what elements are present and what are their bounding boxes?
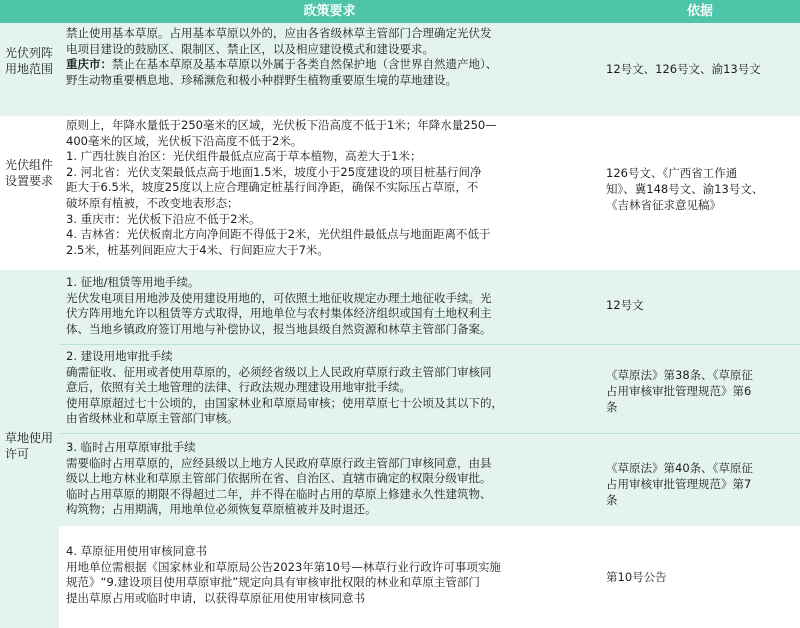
- policy-text: [66, 275, 596, 337]
- basis-text: [606, 165, 796, 213]
- category-cell: [0, 270, 60, 628]
- header-basis: 依据: [686, 4, 713, 19]
- category-cell: [0, 23, 60, 116]
- basis-line: 条: [606, 400, 618, 414]
- basis-text: [606, 297, 796, 313]
- text-line: 确需征收、征用或者使用草原的，必须经省级以上人民政府草原行政主管部门审核同: [66, 364, 492, 379]
- text-line: 3. 临时占用草原审批手续: [66, 440, 196, 454]
- table-row: [59, 527, 800, 628]
- table-header: [0, 0, 800, 23]
- table-row: [59, 23, 800, 116]
- table-row: [59, 434, 800, 526]
- table-row: [59, 345, 800, 433]
- text-line: 需要临时占用草原的，应经县级以上地方人民政府草原行政主管部门审核同意，由县: [66, 455, 492, 470]
- text-line: 规范》“9.建设项目使用草原审批”规定向具有审核审批权限的林业和草原主管部门: [66, 575, 480, 590]
- bold-prefix: 重庆市：: [66, 57, 112, 72]
- table-row: [59, 117, 800, 269]
- text-line: 破坏原有植被，不改变地表形态；: [66, 195, 239, 210]
- basis-text: [606, 367, 796, 415]
- text-line: 4. 草原征用使用审核同意书: [66, 544, 208, 558]
- text-line: 4. 吉林省：光伏板南北方向净间距不得低于2米，光伏组件最低点与地面距离不低于: [66, 227, 491, 242]
- basis-line: 126号文、《广西省工作通: [606, 166, 738, 180]
- basis-line: 12号文: [606, 298, 644, 312]
- text-line: 用地单位需根据《国家林业和草原局公告2023年第10号—林草行业行政许可事项实施: [66, 559, 501, 574]
- basis-line: 知》、冀148号文、渝13号文、: [606, 182, 764, 196]
- text-line: 3. 重庆市：光伏板下沿应不低于2米。: [66, 211, 261, 226]
- text-line: 体、当地乡镇政府签订用地与补偿协议，报当地县级自然资源和林草主管部门备案。: [66, 321, 492, 336]
- policy-text: [66, 544, 596, 606]
- text-line: 1. 广西壮族自治区：光伏组件最低点应高于草本植物，高差大于1米；: [66, 149, 422, 164]
- basis-line: 12号文、126号文、渝13号文: [606, 62, 761, 76]
- text-line: [66, 57, 596, 73]
- policy-text: [66, 349, 596, 427]
- text-line: 2. 建设用地审批手续: [66, 349, 173, 363]
- header-category: [0, 0, 59, 23]
- text-line: 400毫米的区域，光伏板下沿高度不低于2米。: [66, 133, 303, 148]
- basis-text: [606, 460, 796, 508]
- basis-line: 《草原法》第38条、《草原征: [606, 368, 753, 382]
- text-line: 由省级林业和草原主管部门审核。: [66, 411, 239, 426]
- text-line: 意后，依照有关土地管理的法律、行政法规办理建设用地审批手续。: [66, 380, 411, 395]
- policy-text: [66, 440, 596, 518]
- table-row: [59, 270, 800, 344]
- basis-line: 占用审核审批管理规范》第6: [606, 384, 752, 398]
- category-cell: [0, 117, 60, 269]
- text-line-rest: 禁止在基本草原及基本草原以外属于各类自然保护地（含世界自然遗产地）、: [112, 57, 498, 72]
- text-line: 光伏发电项目用地涉及使用建设用地的，可依照土地征收规定办理土地征收手续。光: [66, 290, 492, 305]
- text-line: 电项目建设的鼓励区、限制区、禁止区，以及相应建设模式和建设要求。: [66, 41, 434, 56]
- text-line: 伏方阵用地允许以租赁等方式取得，用地单位与农村集体经济组织或国有土地权利主: [66, 306, 492, 321]
- text-line: 距大于6.5米，坡度25度以上应合理确定桩基行间净距，确保不实际压占草原，不: [66, 180, 479, 195]
- category-label: 草地使用许可: [5, 431, 54, 461]
- category-label: 光伏列阵用地范围: [5, 46, 54, 76]
- text-line: 2. 河北省：光伏支架最低点高于地面1.5米，坡度小于25度建设的项目桩基行间净: [66, 164, 482, 179]
- text-line: 野生动物重要栖息地、珍稀濒危和极小种群野生植物重要原生境的草地建设。: [66, 72, 457, 87]
- text-line: 禁止使用基本草原。占用基本草原以外的，应由各省级林草主管部门合理确定光伏发: [66, 26, 492, 40]
- basis-line: 《草原法》第40条、《草原征: [606, 461, 753, 475]
- basis-line: 《吉林省征求意见稿》: [606, 198, 721, 212]
- text-line: 2.5米，桩基列间距应大于4米、行间距应大于7米。: [66, 242, 329, 257]
- text-line: 提出草原占用或临时申请，以获得草原征用使用审核同意书: [66, 590, 365, 605]
- text-line: 构筑物；占用期满，用地单位必须恢复草原植被并及时退还。: [66, 502, 377, 517]
- basis-text: [606, 61, 796, 77]
- policy-text: [66, 26, 596, 88]
- basis-line: 占用审核审批管理规范》第7: [606, 477, 752, 491]
- text-line: 使用草原超过七十公顷的，由国家林业和草原局审核；使用草原七十公顷及其以下的，: [66, 395, 503, 410]
- text-line: 级以上地方林业和草原主管部门依据所在省、自治区、直辖市确定的权限分级审批。: [66, 471, 492, 486]
- basis-line: 条: [606, 493, 618, 507]
- basis-text: [606, 569, 796, 585]
- text-line: 临时占用草原的期限不得超过二年，并不得在临时占用的草原上修建永久性建筑物、: [66, 486, 492, 501]
- header-policy-requirement: 政策要求: [303, 4, 356, 19]
- basis-line: 第10号公告: [606, 570, 667, 584]
- category-label: 光伏组件设置要求: [5, 158, 54, 188]
- text-line: 原则上，年降水量低于250毫米的区域，光伏板下沿高度不低于1米；年降水量250—: [66, 118, 497, 132]
- policy-text: [66, 118, 596, 258]
- text-line: 1. 征地/租赁等用地手续。: [66, 275, 200, 289]
